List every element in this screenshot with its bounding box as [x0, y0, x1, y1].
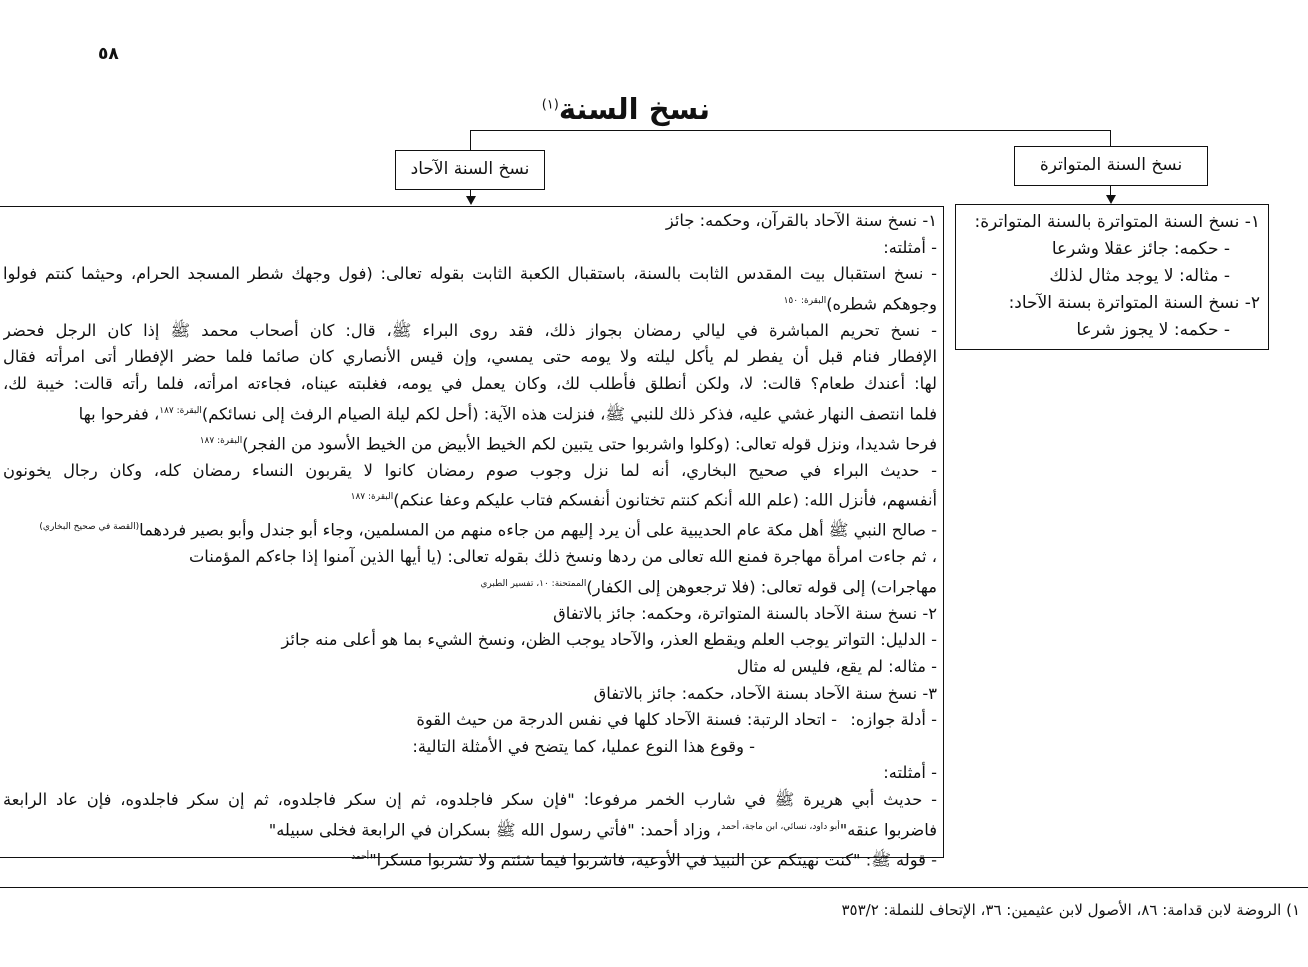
ahad-citation: (القصة في صحيح البخاري)	[39, 522, 140, 533]
ahad-line	[3, 814, 937, 844]
ahad-text: ، ففرحوا بها	[78, 404, 160, 423]
mutawatir-line-2: - حكمه: جائز عقلا وشرعا	[1051, 239, 1230, 259]
ahad-line: - مثاله: لم يقع، فليس له مثال	[736, 657, 937, 677]
ahad-line: الإفطار فنام قبل أن يفطر لم يأكل ليلته ولا يومه حتى يمسي، وإن قيس الأنصاري كان صائما فلما حضر الإفطار أتى امرأته فقال	[3, 347, 937, 367]
ahad-line	[3, 484, 937, 514]
title-text: نسخ السنة	[558, 92, 710, 126]
ahad-line: - الدليل: التواتر يوجب العلم ويقطع العذر، والآحاد يوجب الظن، ونسخ الشيء بما هو أعلى منه جائز	[281, 630, 937, 650]
ahad-line: - حديث أبي هريرة ﷺ في شارب الخمر مرفوعا: "فإن سكر فاجلدوه، ثم إن سكر فاجلدوه، ثم إن سكر فاجلدوه، فإن عاد الرابعة	[3, 790, 937, 809]
ahad-line	[3, 428, 937, 458]
ahad-line	[3, 398, 937, 428]
ahad-citation: البقرة: ١٨٧	[350, 492, 394, 503]
ahad-line: ، ثم جاءت امرأة مهاجرة فمنع الله تعالى من ردها ونسخ ذلك بقوله تعالى: (يا أيها الذين آمنوا إذا جاءكم المؤمنات	[188, 547, 937, 567]
ahad-citation: البقرة: ١٨٧	[199, 435, 243, 446]
title-footnote-ref: (١)	[541, 97, 559, 113]
ahad-text: - قوله ﷺ: "كنت نهيتكم عن النبيذ في الأوعية، فاشربوا فيما شئتم ولا تشربوا مسكرا"	[369, 850, 937, 870]
mutawatir-line-1: ١- نسخ السنة المتواترة بالسنة المتواترة:	[974, 212, 1260, 232]
mutawatir-line-3: - مثاله: لا يوجد مثال لذلك	[1049, 266, 1230, 286]
ahad-line: - نسخ استقبال بيت المقدس الثابت بالسنة، باستقبال الكعبة الثابت بقوله تعالى: (فول وجهك شطر المسجد الحرام، وحيثما كنتم فولوا	[3, 264, 937, 284]
ahad-citation: أحمد	[351, 851, 370, 862]
ahad-line	[3, 707, 937, 734]
ahad-text: - اتحاد الرتبة: فسنة الآحاد كلها في نفس الدرجة من حيث القوة	[416, 710, 837, 730]
mutawatir-line-5: - حكمه: لا يجوز شرعا	[1076, 320, 1230, 340]
ahad-line: - وقوع هذا النوع عمليا، كما يتضح في الأمثلة التالية:	[412, 736, 755, 756]
ahad-text: - أدلة جوازه:	[850, 710, 937, 730]
ahad-text: فلما انتصف النهار غشي عليه، فذكر ذلك للنبي ﷺ، فنزلت هذه الآية: (أحل لكم ليلة الصيام الرفث إلى نسائكم)	[201, 404, 937, 423]
page-number: ٥٨	[98, 44, 119, 64]
ahad-line	[3, 288, 937, 318]
ahad-line	[3, 844, 937, 874]
connector-left-down	[470, 130, 471, 150]
ahad-text: فرحا شديدا، ونزل قوله تعالى: (وكلوا واشربوا حتى يتبين لكم الخيط الأبيض من الخيط الأسود من الفجر)	[242, 434, 937, 454]
ahad-text: - صالح النبي ﷺ أهل مكة عام الحديبية على أن يرد إليهم من جاءه منهم من المسلمين، وجاء أبو جندل وأبو بصير فردهما	[139, 520, 937, 540]
mutawatir-box	[955, 204, 1269, 350]
ahad-line: ١- نسخ سنة الآحاد بالقرآن، وحكمه: جائز	[665, 211, 937, 230]
ahad-line: - أمثلته:	[883, 763, 937, 783]
page-title	[520, 92, 710, 126]
ahad-citation: البقرة: ١٥٠	[783, 295, 827, 306]
ahad-box	[0, 206, 944, 870]
mutawatir-line-4: ٢- نسخ السنة المتواترة بسنة الآحاد:	[1008, 293, 1260, 313]
ahad-citation: البقرة: ١٨٧	[159, 405, 202, 416]
footnote: ١) الروضة لابن قدامة: ٨٦، الأصول لابن عثيمين: ٣٦، الإتحاف للنملة: ٣٥٣/٢	[841, 901, 1300, 919]
ahad-text: مهاجرات) إلى قوله تعالى: (فلا ترجعوهن إلى الكفار)	[586, 577, 937, 597]
ahad-line: - حديث البراء في صحيح البخاري، أنه لما نزل وجوب صوم رمضان كانوا لا يقربون النساء رمضان كله، وكان رجال يخونون	[3, 460, 937, 480]
ahad-line: ٢- نسخ سنة الآحاد بالسنة المتواترة، وحكمه: جائز بالاتفاق	[553, 603, 937, 623]
ahad-line: - نسخ تحريم المباشرة في ليالي رمضان بجواز ذلك، فقد روى البراء ﷺ، قال: كان أصحاب محمد ﷺ إذا كان الرجل فحضر	[3, 320, 937, 340]
ahad-line: - أمثلته:	[883, 237, 937, 257]
connector-right-down	[1110, 130, 1111, 146]
ahad-text: أنفسهم، فأنزل الله: (علم الله أنكم كنتم تختانون أنفسكم فتاب عليكم وعفا عنكم)	[393, 490, 937, 510]
ahad-citation: أبو داود، نسائي، ابن ماجة، أحمد	[721, 821, 840, 832]
ahad-citation: الممتحنة: ١٠، تفسير الطبري	[480, 578, 587, 589]
arrow-down-left-icon	[466, 196, 476, 205]
ahad-text: وجوهكم شطره)	[826, 294, 937, 314]
connector-top	[470, 130, 1111, 131]
ahad-line	[3, 571, 937, 601]
header-mutawatir: نسخ السنة المتواترة	[1014, 146, 1208, 186]
ahad-line	[3, 514, 937, 544]
ahad-text: ، وزاد أحمد: "فأتي رسول الله ﷺ بسكران في الرابعة فخلى سبيله"	[268, 820, 722, 840]
arrow-down-right-icon	[1106, 195, 1116, 204]
header-ahad: نسخ السنة الآحاد	[395, 150, 545, 190]
ahad-text: فاضربوا عنقه"	[839, 820, 937, 840]
footnote-divider	[0, 887, 1308, 888]
ahad-line: ٣- نسخ سنة الآحاد بسنة الآحاد، حكمه: جائز بالاتفاق	[593, 683, 937, 703]
ahad-line: لها: أعندك طعام؟ قالت: لا، ولكن أنطلق فأطلب لك، وكان يعمل في يومه، فغلبته عيناه، فجاءته امرأته، فلما رأته قالت: خيبة لك،	[3, 373, 937, 393]
